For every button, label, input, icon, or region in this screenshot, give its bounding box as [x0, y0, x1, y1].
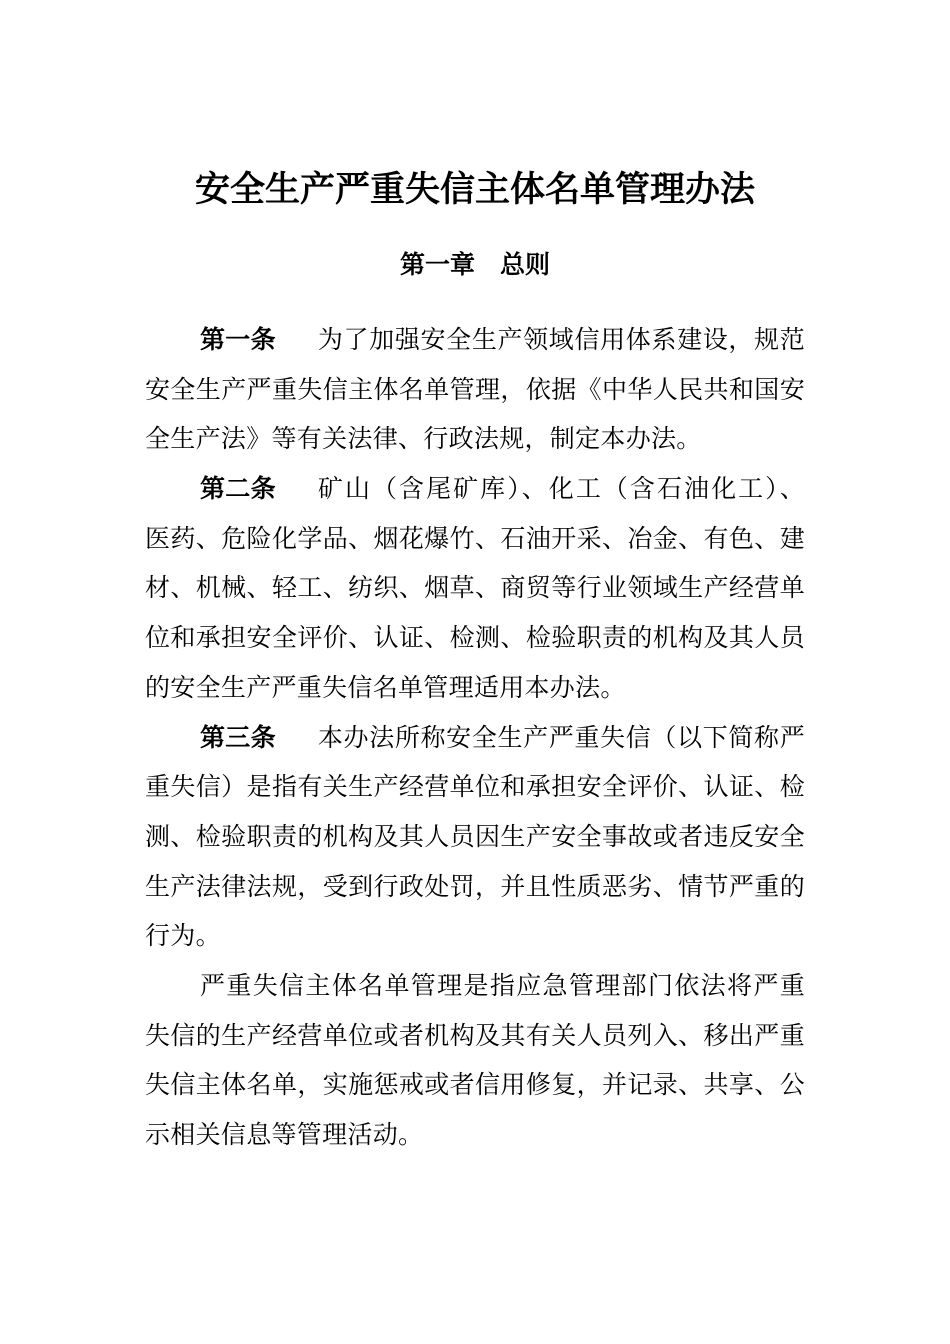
document-title: 安全生产严重失信主体名单管理办法 [194, 169, 755, 210]
article-label: 第二条 [200, 474, 276, 504]
paragraph-line: 示相关信息等管理活动。 [145, 1120, 424, 1149]
article-line: 安全生产严重失信主体名单管理，依据《中华人民共和国安 [145, 374, 805, 404]
article-line: 医药、危险化学品、烟花爆竹、石油开采、冶金、有色、建 [145, 523, 805, 553]
article-line: 测、检验职责的机构及其人员因生产安全事故或者违反安全 [145, 821, 805, 851]
article-line: 位和承担安全评价、认证、检测、检验职责的机构及其人员 [145, 623, 805, 653]
article-label: 第一条 [200, 325, 276, 354]
document-body [145, 315, 805, 1160]
paragraph-line: 失信的生产经营单位或者机构及其有关人员列入、移出严重 [145, 1020, 805, 1050]
article-text: 本办法所称安全生产严重失信（以下简称严 [317, 722, 805, 752]
article-line: 行为。 [145, 921, 221, 951]
article-3 [145, 713, 805, 961]
article-line: 全生产法》等有关法律、行政法规，制定本办法。 [145, 424, 702, 454]
chapter-heading: 第一章 总则 [399, 250, 550, 279]
article-label: 第三条 [200, 722, 276, 752]
article-2 [145, 464, 805, 712]
paragraph-line: 失信主体名单，实施惩戒或者信用修复，并记录、共享、公 [145, 1070, 805, 1100]
article-line: 生产法律法规，受到行政处罚，并且性质恶劣、情节严重的 [145, 871, 805, 901]
paragraph-line: 严重失信主体名单管理是指应急管理部门依法将严重 [200, 970, 805, 1000]
article-line [145, 713, 805, 763]
article-text: 为了加强安全生产领域信用体系建设，规范 [317, 325, 805, 354]
article-text: 矿山（含尾矿库）、化工（含石油化工）、 [317, 474, 805, 504]
article-line [145, 464, 805, 514]
article-line: 材、机械、轻工、纺织、烟草、商贸等行业领域生产经营单 [145, 573, 805, 603]
article-line: 的安全生产严重失信名单管理适用本办法。 [145, 672, 626, 702]
article-line: 重失信）是指有关生产经营单位和承担安全评价、认证、检 [145, 772, 805, 802]
article-1 [145, 315, 805, 464]
paragraph [145, 961, 805, 1160]
article-line [145, 315, 805, 365]
